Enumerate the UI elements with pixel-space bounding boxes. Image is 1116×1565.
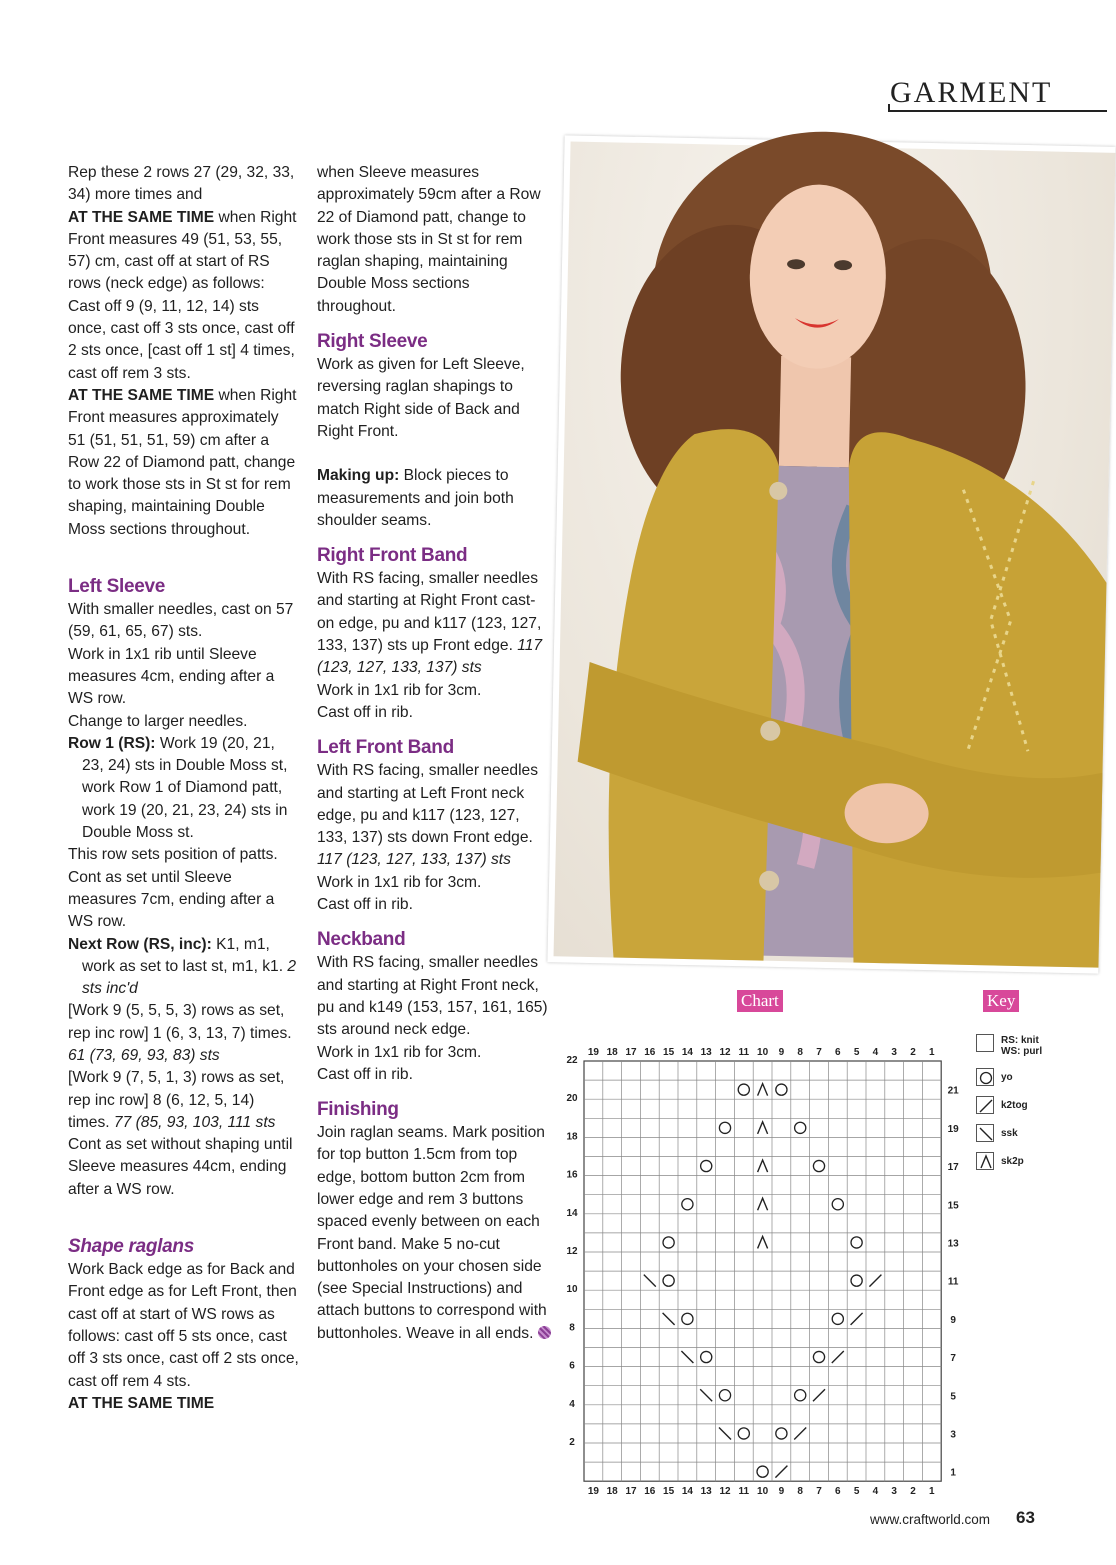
paragraph: Cast off 9 (9, 11, 12, 14) sts once, cast off 3 sts once, cast off 2 sts once, [cast off 1 st] 4 times, cast off rem 3 sts.: [68, 297, 295, 382]
key-item: [976, 1068, 1096, 1096]
column-label: 18: [606, 1047, 618, 1058]
paragraph: AT THE SAME TIME: [68, 1394, 215, 1412]
row-label-rs: 5: [950, 1391, 956, 1403]
column-label: 16: [644, 1486, 656, 1498]
text-column-2: [317, 162, 552, 1345]
key-item: [976, 1034, 1096, 1068]
row-label-rs: 15: [947, 1200, 959, 1212]
circle-icon: [976, 1068, 994, 1086]
paragraph: With RS facing, smaller needles and starting at Right Front neck, pu and k149 (153, 157, 161, 165) sts around neck edge.: [317, 954, 548, 1039]
paragraph: Work in 1x1 rib until Sleeve measures 4cm, ending after a WS row.: [68, 645, 275, 708]
paragraph: This row sets position of patts.: [68, 846, 278, 864]
paragraph: With smaller needles, cast on 57 (59, 61, 65, 67) sts.: [68, 601, 294, 641]
heading-right-sleeve: Right Sleeve: [317, 331, 428, 353]
header-rule: [888, 110, 1107, 112]
column-label: 12: [719, 1047, 731, 1058]
footer-url: www.craftworld.com: [870, 1512, 991, 1527]
row-label-rs: 21: [947, 1085, 959, 1097]
heading-left-sleeve: Left Sleeve: [68, 576, 166, 598]
paragraph: when Sleeve measures approximately 59cm after a Row 22 of Diamond patt, change to work those sts in St st for rem raglan shaping, maintaining Double Moss sections throughout.: [317, 164, 541, 315]
row-label-rs: 3: [950, 1429, 956, 1441]
column-label: 14: [681, 1047, 693, 1058]
model-illustration: [554, 141, 1116, 967]
page-number: 63: [1016, 1508, 1035, 1527]
row-label-rs: 17: [947, 1162, 959, 1174]
paragraph: Work in 1x1 rib for 3cm.: [317, 1043, 482, 1061]
column-label: 9: [778, 1047, 785, 1058]
paragraph: Cont as set without shaping until Sleeve measures 44cm, ending after a WS row.: [68, 1136, 293, 1198]
paragraph: Making up: Block pieces to measurements and join both shoulder seams.: [317, 467, 514, 529]
paragraph: Cast off in rib.: [317, 1065, 413, 1083]
row-label-ws: 8: [569, 1322, 575, 1334]
row-label-ws: 2: [569, 1437, 575, 1448]
heading-finishing: Finishing: [317, 1099, 399, 1121]
heading-right-front-band: Right Front Band: [317, 545, 468, 567]
column-label: 13: [700, 1047, 712, 1058]
column-label: 10: [757, 1047, 769, 1058]
column-label: 17: [625, 1047, 637, 1058]
row-label-rs: 11: [947, 1276, 959, 1288]
paragraph: Work as given for Left Sleeve, reversing raglan shapings to match Right side of Back and Right Front.: [317, 356, 525, 440]
column-label: 10: [757, 1486, 769, 1498]
row-label-ws: 6: [569, 1360, 575, 1372]
row-label-ws: 14: [566, 1207, 578, 1219]
column-label: 4: [872, 1047, 879, 1058]
header-rule-tick: [888, 104, 890, 112]
row-label-rs: 1: [950, 1467, 956, 1479]
column-label: 9: [778, 1486, 785, 1498]
column-label: 5: [853, 1047, 860, 1058]
paragraph: Change to larger needles.: [68, 712, 248, 730]
paragraph: Work in 1x1 rib for 3cm.: [317, 681, 482, 699]
column-label: 15: [663, 1486, 675, 1498]
column-label: 12: [719, 1486, 731, 1498]
knitting-chart: [560, 1025, 965, 1498]
column-label: 7: [816, 1486, 822, 1498]
heading-left-front-band: Left Front Band: [317, 737, 454, 759]
forward-slash-icon: [976, 1096, 994, 1114]
column-label: 19: [587, 1486, 599, 1498]
paragraph: Rep these 2 rows 27 (29, 32, 33, 34) more times and AT THE SAME TIME when Right Front measures 49 (51, 53, 55, 57) cm, cast off at start of RS rows (neck edge) as follows:: [68, 164, 297, 293]
paragraph: Work Back edge as for Back and Front edge as for Left Front, then cast off at start of WS rows as follows: cast off 5 sts once, cast off 3 sts once, cast off 2 sts once, cast off rem 4 sts.: [68, 1261, 299, 1390]
row-label-ws: 18: [566, 1131, 578, 1143]
key-label: RS: knit WS: purl: [1001, 1035, 1043, 1057]
key-label: sk2p: [1001, 1156, 1024, 1167]
paragraph: AT THE SAME TIME when Right Front measures approximately 51 (51, 51, 51, 59) cm after a Row 22 of Diamond patt, change to work those sts in St st for rem shaping, maintaining Double Moss sections throughout.: [68, 386, 297, 538]
column-label: 17: [625, 1486, 637, 1498]
model-photo: [547, 135, 1115, 973]
row-label-rs: 13: [947, 1238, 959, 1250]
paragraph: [Work 9 (5, 5, 5, 3) rows as set, rep inc row] 1 (6, 3, 13, 7) times. 61 (73, 69, 93, 83) sts: [68, 1002, 292, 1064]
empty-square-icon: [976, 1034, 994, 1052]
back-slash-icon: [976, 1124, 994, 1142]
column-label: 14: [681, 1486, 693, 1498]
key-label: ssk: [1001, 1128, 1018, 1139]
row-label-rs: 9: [950, 1314, 956, 1326]
column-label: 15: [663, 1047, 675, 1058]
paragraph: Join raglan seams. Mark position for top button 1.5cm from top edge, bottom button 2cm from lower edge and rem 3 buttons spaced evenly between on each Front band. Make 5 no-cut buttonholes on your chosen side (see Special Instructions) and attach buttons to correspond with buttonholes. Weave in all ends.: [317, 1122, 552, 1345]
column-label: 2: [910, 1486, 916, 1498]
row-label-ws: 22: [566, 1055, 578, 1066]
column-label: 7: [816, 1047, 822, 1058]
text-column-1: [68, 162, 300, 1415]
paragraph: Cast off in rib.: [317, 703, 413, 721]
column-label: 16: [644, 1047, 656, 1058]
column-label: 6: [835, 1486, 841, 1498]
column-label: 13: [700, 1486, 712, 1498]
paragraph: With RS facing, smaller needles and starting at Right Front cast-on edge, pu and k117 (123, 127, 133, 137) sts up Front edge. 117 (123, 127, 133, 137) sts: [317, 570, 543, 677]
key-title-tag: Key: [983, 990, 1019, 1012]
heading-shape-raglans: Shape raglans: [68, 1236, 194, 1258]
column-label: 19: [587, 1047, 599, 1058]
chart-title-tag: Chart: [737, 990, 783, 1012]
row-label-rs: 19: [947, 1123, 959, 1135]
paragraph: [Work 9 (7, 5, 1, 3) rows as set, rep inc row] 8 (6, 12, 5, 14) times. 77 (85, 93, 103, 111 sts: [68, 1069, 285, 1131]
chart-key: [976, 1034, 1096, 1180]
row-label-ws: 12: [566, 1246, 578, 1257]
caret-up-icon: [976, 1152, 994, 1170]
heading-neckband: Neckband: [317, 929, 406, 951]
column-label: 1: [929, 1047, 935, 1058]
paragraph: Cast off in rib.: [317, 896, 413, 914]
paragraph: With RS facing, smaller needles and starting at Left Front neck edge, pu and k117 (123, 127, 133, 137) sts down Front edge. 117 (123, 127, 133, 137) sts: [317, 762, 539, 869]
key-item: [976, 1152, 1096, 1180]
column-label: 8: [797, 1047, 803, 1058]
column-label: 4: [872, 1486, 879, 1498]
key-item: [976, 1096, 1096, 1124]
column-label: 6: [835, 1047, 841, 1058]
column-label: 1: [929, 1486, 935, 1498]
column-label: 11: [738, 1486, 750, 1498]
paragraph: Row 1 (RS): Work 19 (20, 21, 23, 24) sts in Double Moss st, work Row 1 of Diamond patt, work 19 (20, 21, 23, 24) sts in Double Moss st.: [68, 734, 288, 842]
key-item: [976, 1124, 1096, 1152]
yarn-ball-icon: [538, 1326, 551, 1339]
column-label: 5: [853, 1486, 860, 1498]
row-label-rs: 7: [950, 1353, 956, 1365]
column-label: 2: [910, 1047, 916, 1058]
key-label: k2tog: [1001, 1100, 1028, 1111]
section-title: GARMENT: [890, 76, 1053, 109]
column-label: 3: [891, 1486, 897, 1498]
column-label: 18: [606, 1486, 618, 1498]
row-label-ws: 20: [566, 1093, 578, 1105]
column-label: 8: [797, 1486, 803, 1498]
key-label: yo: [1001, 1072, 1013, 1083]
column-label: 3: [891, 1047, 897, 1058]
paragraph: Next Row (RS, inc): K1, m1, work as set to last st, m1, k1. 2 sts inc'd: [68, 935, 297, 998]
row-label-ws: 10: [566, 1284, 578, 1296]
row-label-ws: 16: [566, 1169, 578, 1181]
row-label-ws: 4: [569, 1398, 575, 1410]
paragraph: Work in 1x1 rib for 3cm.: [317, 873, 482, 891]
paragraph: Cont as set until Sleeve measures 7cm, ending after a WS row.: [68, 868, 275, 931]
column-label: 11: [738, 1047, 750, 1058]
